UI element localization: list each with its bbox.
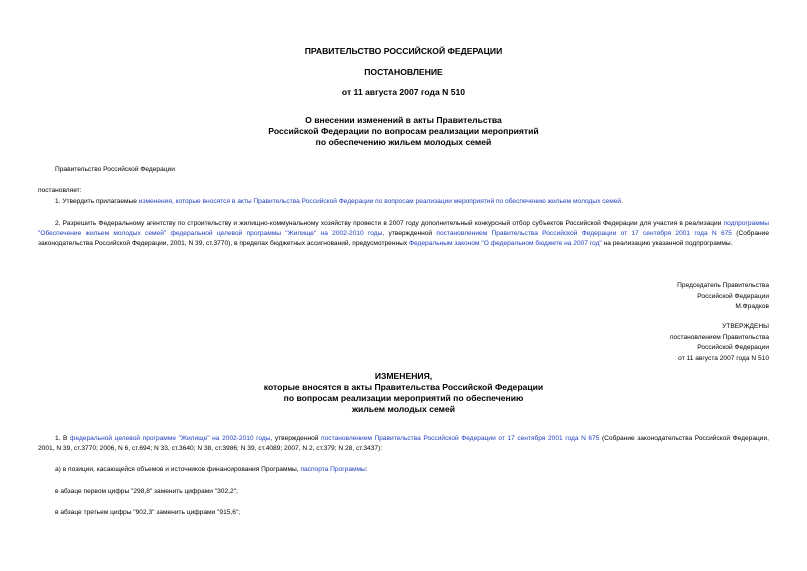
signature-name: М.Фрадков xyxy=(735,303,769,310)
changes-title-line: которые вносятся в акты Правительства Российской Федерации xyxy=(263,382,544,392)
document-title-line: по обеспечению жильем молодых семей xyxy=(315,137,492,147)
federal-budget-law-link[interactable]: Федеральным законом "О федеральном бюджете на 2007 год" xyxy=(408,240,602,247)
subprogram-link[interactable]: подпрограммы "Обеспечение жильем молодых семей" федеральной целевой программы "Жилище" на 2002-2010 годы xyxy=(38,220,769,237)
changes-title-line: ИЗМЕНЕНИЯ, xyxy=(374,371,433,381)
paragraph-1-text: 1. Утвердить прилагаемые xyxy=(55,198,139,205)
signature-position: Председатель Правительства xyxy=(677,282,769,289)
document-title-line: О внесении изменений в акты Правительства xyxy=(305,115,502,125)
document-type: ПОСТАНОВЛЕНИЕ xyxy=(364,67,443,77)
document-date: от 11 августа 2007 года N 510 xyxy=(341,87,466,97)
paragraph-2-text: , утвержденной xyxy=(382,230,437,237)
program-passport-link[interactable]: паспорта Программы xyxy=(300,466,366,473)
amendment-line-first: в абзаце первом цифры "298,8" заменить цифрами "302,2"; xyxy=(55,488,238,495)
resolution-675-link[interactable]: постановлением Правительства Российской Федерации от 17 сентября 2001 года N 675 xyxy=(321,435,600,442)
changes-title-line: жильем молодых семей xyxy=(351,404,456,414)
changes-item-1 xyxy=(38,434,769,454)
subitem-a-text: а) в позиции, касающейся объемов и источников финансирования Программы, xyxy=(55,466,301,473)
housing-program-link[interactable]: федеральной целевой программе "Жилище" на 2002-2010 годы xyxy=(70,435,271,442)
signature-position: Российской Федерации xyxy=(697,292,769,300)
paragraph-2-text: 2. Разрешить Федеральному агентству по строительству и жилищно-коммунальному хозяйству провести в 2007 году дополнительный конкурсный отбор субъектов Российской Федерации для участия в реализации xyxy=(55,220,724,227)
decrees-word: постановляет: xyxy=(38,187,82,194)
approval-block xyxy=(670,322,769,364)
resolution-675-link[interactable]: постановлением Правительства Российской Федерации от 17 сентября 2001 года N 675 xyxy=(436,230,732,237)
paragraph-2 xyxy=(38,219,769,249)
paragraph-2-text: на реализацию указанной подпрограммы. xyxy=(601,240,733,247)
changes-link[interactable]: изменения, которые вносятся в акты Правительства Российской Федерации по вопросам реализации мероприятий по обеспечению жильем молодых семей xyxy=(138,198,622,205)
item-1-text: , утвержденной xyxy=(270,435,322,442)
changes-title-line: по вопросам реализации мероприятий по обеспечению xyxy=(283,393,524,403)
document-title xyxy=(0,115,807,148)
item-1-text: 1. В xyxy=(55,435,71,442)
signature-block xyxy=(677,281,769,313)
issuing-authority: Правительство Российской Федерации xyxy=(55,166,175,173)
approval-line: постановлением Правительства xyxy=(669,333,769,341)
approval-date: от 11 августа 2007 года N 510 xyxy=(678,354,769,362)
document-title-line: Российской Федерации по вопросам реализации мероприятий xyxy=(268,126,539,136)
approval-heading: УТВЕРЖДЕНЫ xyxy=(722,323,769,330)
changes-title xyxy=(0,371,807,415)
paragraph-1 xyxy=(38,197,769,207)
subitem-a-text: : xyxy=(365,466,368,473)
paragraph-2-text: (Собрание законодательства Российской Федерации, 2001, N 39, ст.3770), в пределах бюджетных ассигнований, предусмотренных xyxy=(38,230,769,247)
amendment-line-third: в абзаце третьем цифры "902,3" заменить цифрами "915,6"; xyxy=(55,509,241,516)
subitem-a xyxy=(55,465,769,475)
government-heading: ПРАВИТЕЛЬСТВО РОССИЙСКОЙ ФЕДЕРАЦИИ xyxy=(304,46,503,56)
approval-line: Российской Федерации xyxy=(697,344,769,351)
paragraph-1-end: . xyxy=(621,198,623,205)
item-1-text: (Собрание законодательства Российской Федерации, 2001, N 39, ст.3770; 2006, N 6, ст.694; N 33, ст.3640; N 38, ст.3986; N 39, ст.4089; 2007, N 2, ст.379; N 28, ст.3437): xyxy=(38,435,769,452)
